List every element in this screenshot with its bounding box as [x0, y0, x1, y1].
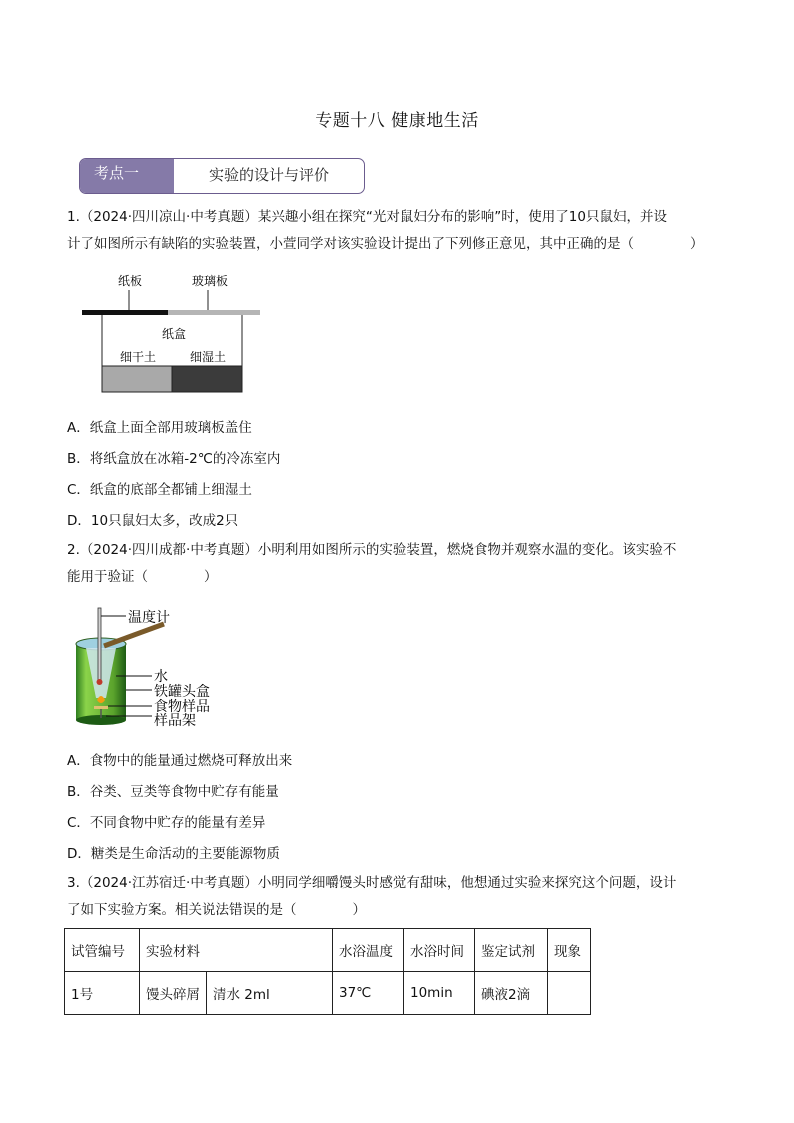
- section-topic: 实验的设计与评价: [208, 166, 329, 184]
- q3-line2-text: 了如下实验方案。相关说法错误的是（: [67, 902, 297, 918]
- question-2-stem: [67, 537, 727, 591]
- wet-soil: [172, 366, 242, 392]
- q2-line2-text: 能用于验证（: [67, 569, 148, 585]
- dry-soil: [102, 366, 172, 392]
- table-cell: 1号: [65, 972, 140, 1015]
- wet-soil-label: 细湿土: [190, 350, 227, 364]
- sample-label: 食物样品: [154, 699, 210, 715]
- table-header-row: [65, 929, 591, 972]
- table-cell: 37℃: [333, 972, 404, 1015]
- can-label: 铁罐头盒: [154, 684, 210, 700]
- paper-board-label: 纸板: [118, 274, 143, 288]
- table-header-cell: 试管编号: [65, 929, 140, 972]
- dry-soil-label: 细干土: [120, 350, 157, 364]
- glass-board-label: 玻璃板: [192, 274, 229, 288]
- thermometer-bulb: [97, 679, 103, 685]
- q1-line1: 1.（2024·四川凉山·中考真题）某兴趣小组在探究“光对鼠妇分布的影响”时，使用了10只鼠妇，并设: [67, 209, 667, 225]
- q1-option-a: A．纸盒上面全部用玻璃板盖住: [67, 420, 252, 436]
- q2-option-d: D．糖类是生命活动的主要能源物质: [67, 846, 280, 862]
- q3-line1: 3.（2024·江苏宿迁·中考真题）小明同学细嚼馒头时感觉有甜味，他想通过实验来探究这个问题，设计: [67, 875, 677, 891]
- table-cell: 碘液2滴: [475, 972, 548, 1015]
- page-title: 专题十八 健康地生活: [315, 111, 479, 131]
- paper-board: [82, 310, 168, 315]
- table-cell: 清水 2ml: [207, 972, 333, 1015]
- q1-line2: [67, 231, 727, 258]
- food-sample: [94, 706, 108, 709]
- table-cell: 馒头碎屑: [140, 972, 207, 1015]
- q2-apparatus-figure: [68, 602, 228, 732]
- section-header: [79, 158, 365, 194]
- q3-close: ）: [352, 902, 366, 918]
- table-header-cell: 实验材料: [140, 929, 333, 972]
- q2-line1: 2.（2024·四川成都·中考真题）小明利用如图所示的实验装置，燃烧食物并观察水温的变化。该实验不: [67, 542, 677, 558]
- table-header-cell: 水浴温度: [333, 929, 404, 972]
- water-label: 水: [154, 669, 168, 685]
- q1-option-c: C．纸盒的底部全都铺上细湿土: [67, 482, 252, 498]
- section-tag: 考点一: [80, 159, 174, 193]
- q2-option-c: C．不同食物中贮存的能量有差异: [67, 815, 266, 831]
- experiment-table: [64, 928, 591, 1015]
- table-row: [65, 972, 591, 1015]
- q2-option-b: B．谷类、豆类等食物中贮存有能量: [67, 784, 279, 800]
- table-header-cell: 现象: [548, 929, 591, 972]
- question-3-stem: [67, 870, 727, 924]
- q2-option-a: A．食物中的能量通过燃烧可释放出来: [67, 753, 293, 769]
- q2-close: ）: [204, 569, 218, 585]
- q2-line2: [67, 564, 727, 591]
- holder-rod: [104, 624, 164, 646]
- table-header-cell: 水浴时间: [404, 929, 475, 972]
- question-1-stem: [67, 204, 727, 258]
- thermometer-label: 温度计: [128, 610, 170, 626]
- table-header-cell: 鉴定试剂: [475, 929, 548, 972]
- q1-line2-text: 计了如图所示有缺陷的实验装置，小萱同学对该实验设计提出了下列修正意见，其中正确的是（: [67, 236, 634, 252]
- q1-option-b: B．将纸盒放在冰箱-2℃的冷冻室内: [67, 451, 281, 467]
- q1-close: ）: [690, 236, 704, 252]
- thermometer: [98, 608, 101, 680]
- holder-label: 样品架: [154, 713, 196, 729]
- table-cell: 10min: [404, 972, 475, 1015]
- paper-box-label: 纸盒: [162, 327, 187, 341]
- table-cell: [548, 972, 591, 1015]
- q1-option-d: D．10只鼠妇太多，改成2只: [67, 513, 239, 529]
- q1-apparatus-figure: [78, 268, 268, 396]
- glass-board: [168, 310, 260, 315]
- q3-line2: [67, 897, 727, 924]
